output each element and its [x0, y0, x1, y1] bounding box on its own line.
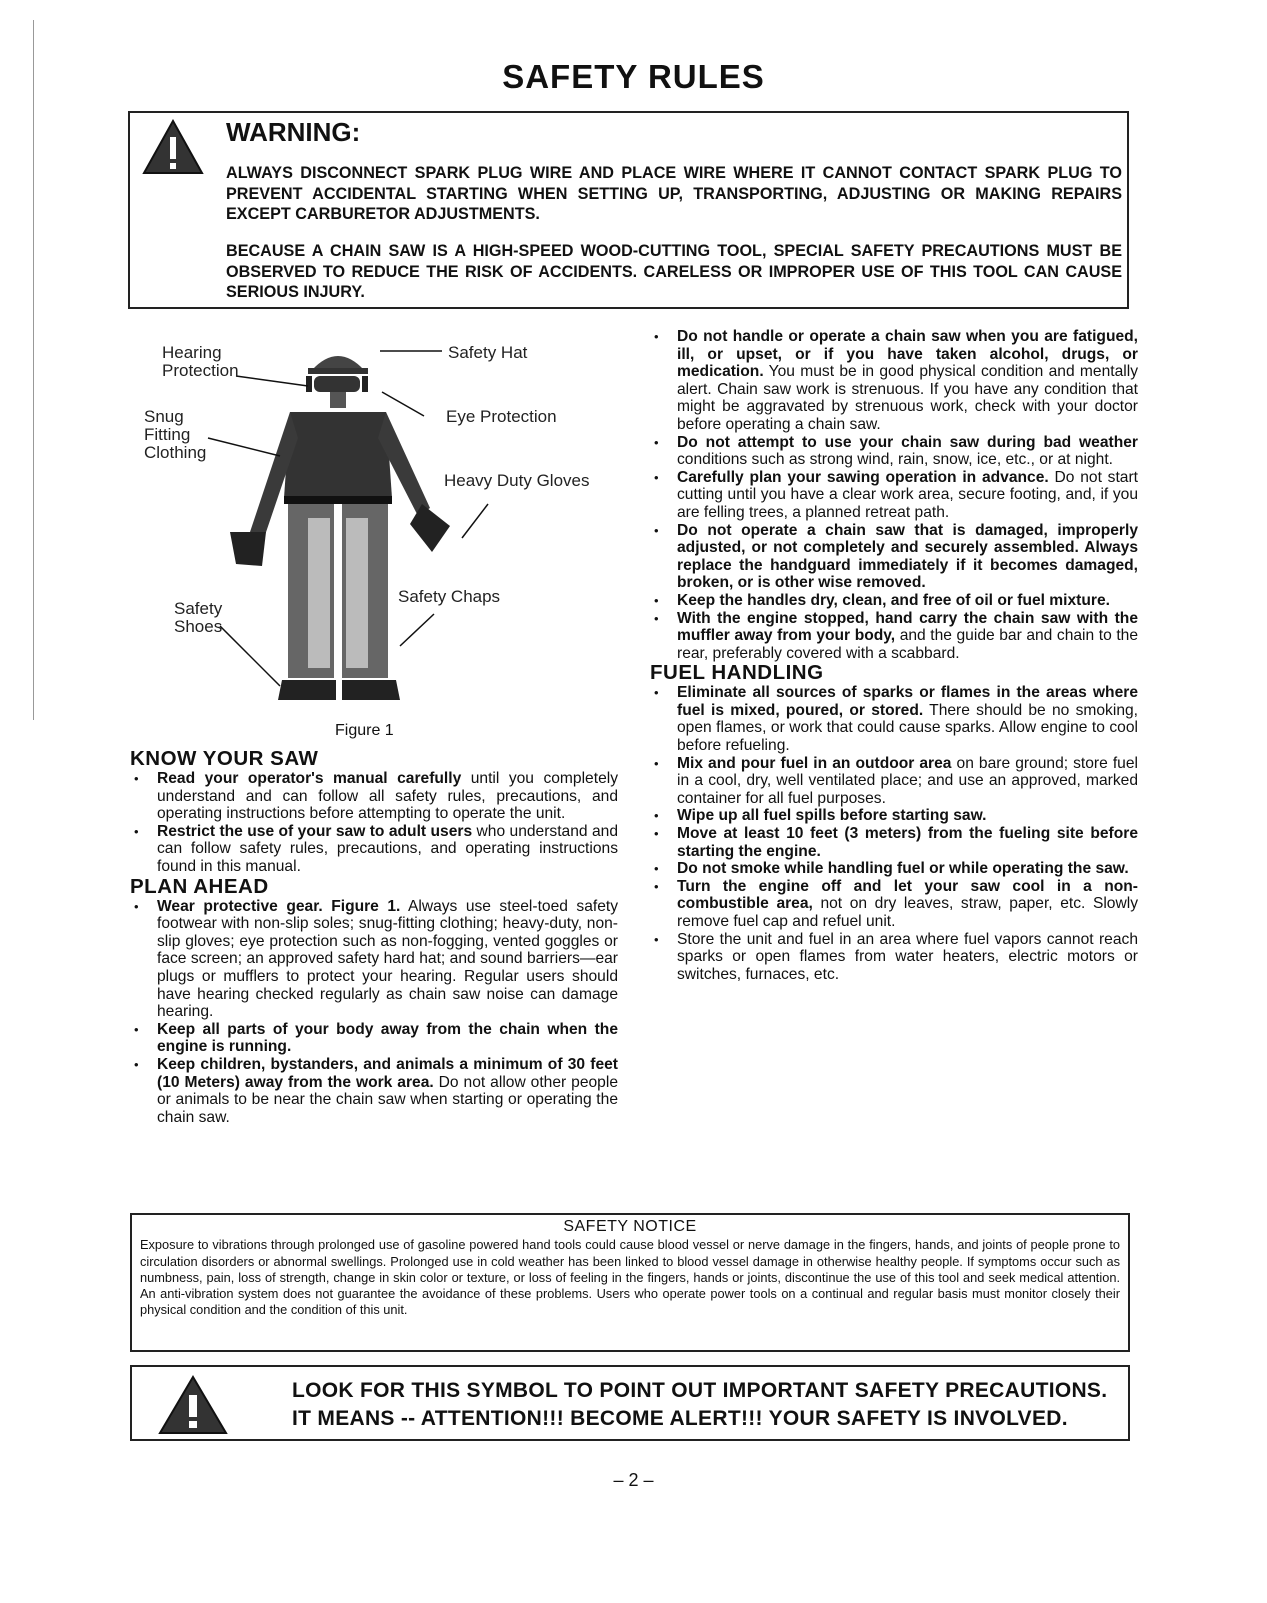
list-item: • With the engine stopped, hand carry the chain saw with the muffler away from your body, and the guide bar and chain to the rear, preferably covered with a scabbard.	[650, 610, 1138, 663]
left-column	[130, 328, 618, 1126]
symbol-notice-box	[130, 1365, 1130, 1441]
warning-triangle-icon	[158, 1375, 228, 1435]
page-title: SAFETY RULES	[502, 58, 765, 95]
safety-notice-box	[130, 1213, 1130, 1352]
know-your-saw-list	[130, 770, 618, 876]
margin-line	[33, 20, 34, 720]
warning-paragraph-2: BECAUSE A CHAIN SAW IS A HIGH-SPEED WOOD-CUTTING TOOL, SPECIAL SAFETY PRECAUTIONS MUST BE OBSERVED TO REDUCE THE RISK OF ACCIDENTS. CARELESS OR IMPROPER USE OF THIS TOOL CAN CAUSE SERIOUS INJURY.	[226, 242, 1122, 301]
safety-notice-text: Exposure to vibrations through prolonged use of gasoline powered hand tools could cause blood vessel or nerve damage in the fingers, hands, and joints of people prone to circulation disorders or abnormal swellings. Prolonged use in cold weather has been linked to blood vessel damage in otherwise healthy people. If symptoms occur such as numbness, pain, loss of strength, change in skin color or texture, or loss of feeling in the fingers, hands or joints, discontinue the use of this tool and seek medical attention. An anti-vibration system does not guarantee the avoidance of these problems. Users who operate power tools on a continual and regular basis must monitor closely their physical condition and the condition of this unit.	[140, 1237, 1120, 1318]
list-item: • Keep children, bystanders, and animals a minimum of 30 feet (10 Meters) away from the work area. Do not allow other people or animals to be near the chain saw when starting or operating the chain saw.	[130, 1056, 618, 1126]
warning-triangle-icon	[142, 119, 204, 175]
list-item: • Keep all parts of your body away from the chain when the engine is running.	[130, 1021, 618, 1056]
list-item: • Do not smoke while handling fuel or while operating the saw.	[650, 860, 1138, 878]
list-item: • Mix and pour fuel in an outdoor area on bare ground; store fuel in a cool, dry, well ventilated place; and use an approved, marked container for all fuel purposes.	[650, 755, 1138, 808]
list-item: • Read your operator's manual carefully until you completely understand and can follow all safety rules, precautions, and operating instructions before attempting to operate the unit.	[130, 770, 618, 823]
heading-plan-ahead: PLAN AHEAD	[130, 874, 269, 898]
figure-caption: Figure 1	[335, 722, 394, 739]
warning-heading: WARNING:	[226, 117, 361, 147]
label-heavy-duty-gloves: Heavy Duty Gloves	[444, 471, 590, 490]
label-safety-chaps: Safety Chaps	[398, 587, 501, 606]
list-item: • Do not handle or operate a chain saw when you are fatigued, ill, or upset, or if you have taken alcohol, drugs, or medication. You must be in good physical condition and mentally alert. Chain saw work is strenuous. If you have any condition that might be aggravated by strenuous work, check with your doctor before operating a chain saw.	[650, 328, 1138, 434]
page-number: – 2 –	[613, 1470, 654, 1490]
label-safety-shoes: Safety Shoes	[174, 599, 223, 636]
figure-1	[130, 328, 618, 748]
label-snug-fitting-clothing: Snug Fitting Clothing	[144, 407, 207, 462]
safety-notice-title: SAFETY NOTICE	[563, 1218, 697, 1235]
general-safety-list	[650, 328, 1138, 662]
warning-box	[128, 111, 1129, 309]
list-item: • Keep the handles dry, clean, and free of oil or fuel mixture.	[650, 592, 1138, 610]
right-column	[650, 328, 1138, 983]
list-item: • Store the unit and fuel in an area where fuel vapors cannot reach sparks or open flames from water heaters, electric motors or switches, furnaces, etc.	[650, 931, 1138, 984]
symbol-notice-line-1: LOOK FOR THIS SYMBOL TO POINT OUT IMPORTANT SAFETY PRECAUTIONS.	[292, 1379, 1108, 1402]
warning-paragraph-1: ALWAYS DISCONNECT SPARK PLUG WIRE AND PLACE WIRE WHERE IT CANNOT CONTACT SPARK PLUG TO PREVENT ACCIDENTAL STARTING WHEN SETTING UP, TRANSPORTING, ADJUSTING OR MAKING REPAIRS EXCEPT CARBURETOR ADJUSTMENTS.	[226, 164, 1122, 223]
symbol-notice-line-2: IT MEANS -- ATTENTION!!! BECOME ALERT!!! YOUR SAFETY IS INVOLVED.	[292, 1407, 1068, 1430]
list-item: • Wear protective gear. Figure 1. Always use steel-toed safety footwear with non-slip soles; snug-fitting clothing; heavy-duty, non-slip gloves; eye protection such as non-fogging, vented goggles or face screen; an approved safety hard hat; and sound barriers—ear plugs or mufflers to protect your hearing. Regular users should have hearing checked regularly as chain saw noise can damage hearing.	[130, 898, 618, 1021]
heading-know-your-saw: KNOW YOUR SAW	[130, 747, 319, 770]
label-safety-hat: Safety Hat	[448, 343, 528, 362]
list-item: • Wipe up all fuel spills before starting saw.	[650, 807, 1138, 825]
list-item: • Move at least 10 feet (3 meters) from the fueling site before starting the engine.	[650, 825, 1138, 860]
protective-gear-illustration	[130, 328, 618, 748]
list-item: • Do not attempt to use your chain saw during bad weather conditions such as strong wind, rain, snow, ice, etc., or at night.	[650, 434, 1138, 469]
list-item: • Turn the engine off and let your saw cool in a non-combustible area, not on dry leaves, straw, paper, etc. Slowly remove fuel cap and refuel unit.	[650, 878, 1138, 931]
fuel-handling-list	[650, 684, 1138, 983]
list-item: • Do not operate a chain saw that is damaged, improperly adjusted, or not completely and securely assembled. Always replace the handguard immediately if it becomes damaged, broken, or is other wise removed.	[650, 522, 1138, 592]
list-item: • Carefully plan your sawing operation in advance. Do not start cutting until you have a clear work area, secure footing, and, if you are felling trees, a planned retreat path.	[650, 469, 1138, 522]
list-item: • Eliminate all sources of sparks or flames in the areas where fuel is mixed, poured, or stored. There should be no smoking, open flames, or work that could cause sparks. Allow engine to cool before refueling.	[650, 684, 1138, 754]
label-hearing-protection: Hearing Protection	[162, 343, 239, 380]
plan-ahead-list	[130, 898, 618, 1127]
heading-fuel-handling: FUEL HANDLING	[650, 661, 824, 685]
label-eye-protection: Eye Protection	[446, 407, 557, 426]
list-item: • Restrict the use of your saw to adult users who understand and can follow safety rules, precautions, and operating instructions found in this manual.	[130, 823, 618, 876]
